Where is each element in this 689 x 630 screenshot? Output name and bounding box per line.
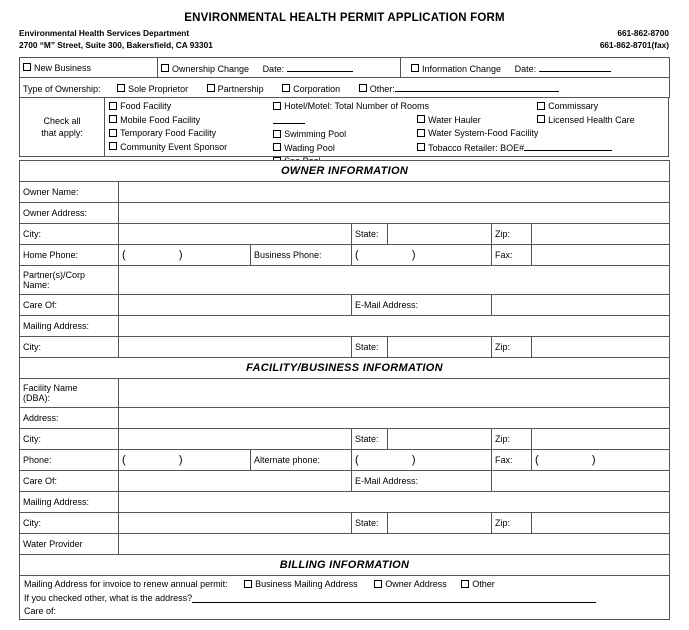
application-type-table (19, 57, 670, 98)
swimming-pool-checkbox[interactable] (273, 130, 281, 138)
facility-city2-label: City: (20, 513, 119, 534)
commissary-label: Commissary (548, 101, 599, 111)
partner-label-line2: Name: (23, 280, 50, 290)
partner-label-line1: Partner(s)/Corp (23, 269, 86, 280)
owner-city-input[interactable] (119, 224, 352, 245)
water-provider-label: Water Provider (20, 534, 119, 555)
option-licensed-health-care[interactable] (537, 114, 677, 128)
ownership-type-row (20, 78, 670, 98)
sole-proprietor-checkbox[interactable] (117, 84, 125, 92)
facility-fax-parens: ( ) (535, 454, 607, 466)
facility-name-input[interactable] (119, 379, 670, 408)
water-hauler-checkbox[interactable] (417, 115, 425, 123)
owner-care-of-input[interactable] (119, 295, 352, 316)
facility-zip-input[interactable] (532, 429, 670, 450)
department-fax: 661-862-8701(fax) (599, 39, 669, 50)
page-title: ENVIRONMENTAL HEALTH PERMIT APPLICATION FORM (184, 12, 505, 24)
billing-information-banner: BILLING INFORMATION (20, 555, 670, 576)
facility-type-grid (107, 100, 668, 154)
facility-email-input[interactable] (492, 471, 670, 492)
owner-partner-input[interactable] (119, 266, 670, 295)
facility-state-label: State: (352, 429, 388, 450)
department-phone: 661-862-8700 (617, 28, 669, 38)
owner-mailing-address-label: Mailing Address: (20, 316, 119, 337)
facility-water-provider-row (20, 534, 670, 555)
wading-pool-checkbox[interactable] (273, 143, 281, 151)
swimming-pool-label: Swimming Pool (284, 129, 347, 139)
owner-business-phone-input[interactable] (352, 245, 492, 266)
food-facility-checkbox[interactable] (109, 102, 117, 110)
community-event-sponsor-checkbox[interactable] (109, 142, 117, 150)
mobile-food-facility-label: Mobile Food Facility (120, 114, 201, 125)
commissary-checkbox[interactable] (537, 102, 545, 110)
owner-address-checkbox[interactable] (374, 580, 382, 588)
facility-careof-row (20, 471, 670, 492)
facility-city-row (20, 429, 670, 450)
corporation-checkbox[interactable] (282, 84, 290, 92)
owner-home-phone-input[interactable] (119, 245, 251, 266)
owner-information-table (19, 160, 670, 620)
billing-care-of-cell (20, 604, 670, 620)
business-mailing-address-checkbox[interactable] (244, 580, 252, 588)
facility-type-table (19, 97, 669, 157)
hotel-motel-checkbox[interactable] (273, 102, 281, 110)
corporation-label: Corporation (293, 83, 341, 94)
owner-name-input[interactable] (119, 182, 670, 203)
facility-city-input[interactable] (119, 429, 352, 450)
business-phone-parens: ( ) (355, 249, 427, 261)
ownership-date-label: Date: (262, 63, 285, 74)
other-ownership-label: Other: (369, 83, 395, 94)
owner-partner-label-cell (20, 266, 119, 295)
facility-banner-row (20, 358, 670, 379)
facility-type-row (20, 98, 669, 157)
owner-phone-row (20, 245, 670, 266)
facility-phone-row (20, 450, 670, 471)
tobacco-retailer-label: Tobacco Retailer: BOE# (428, 142, 525, 153)
page-header (0, 0, 689, 54)
owner-state-input[interactable] (388, 224, 492, 245)
facility-phone-parens: ( ) (122, 454, 194, 466)
licensed-health-care-label: Licensed Health Care (548, 114, 635, 125)
owner-city2-label: City: (20, 337, 119, 358)
facility-information-banner: FACILITY/BUSINESS INFORMATION (20, 358, 670, 379)
facility-care-of-input[interactable] (119, 471, 352, 492)
owner-mailing-address-input[interactable] (119, 316, 670, 337)
billing-banner-row (20, 555, 670, 576)
hotel-motel-label: Hotel/Motel: Total Number of Rooms (284, 101, 430, 111)
owner-zip-input[interactable] (532, 224, 670, 245)
owner-address-row (20, 203, 670, 224)
facility-name-label-cell (20, 379, 119, 408)
owner-city2-input[interactable] (119, 337, 352, 358)
facility-mailing-row (20, 492, 670, 513)
option-food-facility[interactable] (109, 100, 269, 114)
facility-address-input[interactable] (119, 408, 670, 429)
facility-alternate-phone-input[interactable] (352, 450, 492, 471)
temporary-food-facility-checkbox[interactable] (109, 129, 117, 137)
check-all-label-line2: that apply: (41, 128, 83, 138)
facility-name-row (20, 379, 670, 408)
information-change-checkbox[interactable] (411, 64, 419, 72)
billing-care-of-row (20, 604, 670, 620)
facility-phone-label: Phone: (20, 450, 119, 471)
facility-zip2-label: Zip: (492, 513, 532, 534)
option-tobacco-retailer[interactable] (417, 141, 637, 156)
facility-city2-row (20, 513, 670, 534)
facility-zip2-input[interactable] (532, 513, 670, 534)
owner-address-option-label: Owner Address (385, 579, 447, 589)
new-business-label: New Business (34, 62, 92, 73)
business-mailing-address-label: Business Mailing Address (255, 579, 358, 589)
other-ownership-input[interactable] (395, 82, 559, 92)
owner-city-row (20, 224, 670, 245)
owner-city2-row (20, 337, 670, 358)
ownership-change-label: Ownership Change (172, 63, 250, 74)
information-change-label: Information Change (422, 63, 502, 74)
header-contact-block (19, 28, 669, 54)
owner-home-phone-label: Home Phone: (20, 245, 119, 266)
owner-careof-row (20, 295, 670, 316)
mobile-food-facility-checkbox[interactable] (109, 115, 117, 123)
department-address (19, 28, 213, 51)
new-business-cell[interactable] (20, 58, 158, 78)
home-phone-parens: ( ) (122, 249, 194, 261)
billing-care-of-label: Care of: (24, 606, 57, 616)
check-all-label-line1: Check all (43, 116, 81, 126)
billing-mailing-cell (20, 576, 670, 591)
facility-fax-input[interactable] (532, 450, 670, 471)
facility-alternate-phone-label: Alternate phone: (251, 450, 352, 471)
owner-fax-label: Fax: (492, 245, 532, 266)
facility-altphone-parens: ( ) (355, 454, 427, 466)
option-community-event-sponsor[interactable] (109, 141, 269, 155)
owner-care-of-label: Care Of: (20, 295, 119, 316)
option-temporary-food-facility[interactable] (109, 127, 269, 141)
facility-phone-input[interactable] (119, 450, 251, 471)
ownership-date-input[interactable] (287, 62, 353, 72)
option-water-system-food-facility[interactable] (417, 127, 637, 141)
owner-name-row (20, 182, 670, 203)
billing-other-address-row (20, 590, 670, 604)
billing-mailing-row (20, 576, 670, 591)
owner-zip2-label: Zip: (492, 337, 532, 358)
tobacco-boe-input[interactable] (524, 141, 612, 151)
food-facility-label: Food Facility (120, 101, 172, 111)
facility-state-input[interactable] (388, 429, 492, 450)
facility-address-label: Address: (20, 408, 119, 429)
partnership-checkbox[interactable] (207, 84, 215, 92)
information-date-input[interactable] (539, 62, 611, 72)
partnership-label: Partnership (217, 83, 264, 94)
facility-name-label-line2: (DBA): (23, 393, 50, 403)
facility-care-of-label: Care Of: (20, 471, 119, 492)
sole-proprietor-label: Sole Proprietor (128, 83, 189, 94)
owner-zip-label: Zip: (492, 224, 532, 245)
facility-mailing-address-label: Mailing Address: (20, 492, 119, 513)
other-address-label: Other (472, 579, 495, 589)
facility-state2-input[interactable] (388, 513, 492, 534)
water-provider-input[interactable] (119, 534, 670, 555)
owner-state2-label: State: (352, 337, 388, 358)
information-change-cell[interactable] (401, 58, 670, 78)
department-phones (600, 28, 669, 51)
billing-other-address-cell (20, 590, 670, 604)
temporary-food-facility-label: Temporary Food Facility (120, 128, 217, 138)
owner-partner-row (20, 266, 670, 295)
ownership-change-checkbox[interactable] (161, 64, 169, 72)
owner-information-banner: OWNER INFORMATION (20, 161, 670, 182)
facility-name-label-line1: Facility Name (23, 382, 78, 393)
option-mobile-food-facility[interactable] (109, 114, 269, 128)
facility-email-label: E-Mail Address: (352, 471, 492, 492)
facility-state2-label: State: (352, 513, 388, 534)
facility-zip-label: Zip: (492, 429, 532, 450)
other-ownership-checkbox[interactable] (359, 84, 367, 92)
department-name: Environmental Health Services Department (19, 28, 190, 38)
owner-email-label: E-Mail Address: (352, 295, 492, 316)
water-system-food-facility-checkbox[interactable] (417, 129, 425, 137)
option-commissary[interactable] (537, 100, 677, 114)
information-date-label: Date: (514, 63, 537, 74)
wading-pool-label: Wading Pool (284, 142, 335, 153)
facility-type-options-cell (105, 98, 669, 157)
owner-fax-input[interactable] (532, 245, 670, 266)
owner-business-phone-label: Business Phone: (251, 245, 352, 266)
application-type-row (20, 58, 670, 78)
facility-city-label: City: (20, 429, 119, 450)
owner-state-label: State: (352, 224, 388, 245)
department-street: 2700 “M” Street, Suite 300, Bakersfield, CA 93301 (19, 39, 213, 50)
community-event-sponsor-label: Community Event Sponsor (120, 141, 228, 152)
owner-zip2-input[interactable] (532, 337, 670, 358)
owner-name-label: Owner Name: (20, 182, 119, 203)
water-hauler-label: Water Hauler (428, 114, 481, 125)
other-address-checkbox[interactable] (461, 580, 469, 588)
owner-address-input[interactable] (119, 203, 670, 224)
owner-banner-row (20, 161, 670, 182)
owner-city-label: City: (20, 224, 119, 245)
facility-address-row (20, 408, 670, 429)
check-all-label-cell (20, 98, 105, 157)
billing-other-address-input[interactable] (192, 592, 596, 603)
tobacco-retailer-checkbox[interactable] (417, 143, 425, 151)
hotel-rooms-input[interactable] (273, 114, 305, 124)
owner-mailing-row (20, 316, 670, 337)
owner-state2-input[interactable] (388, 337, 492, 358)
billing-other-question: If you checked other, what is the address? (24, 593, 193, 603)
billing-mailing-prompt: Mailing Address for invoice to renew annual permit: (24, 579, 228, 589)
facility-fax-label: Fax: (492, 450, 532, 471)
licensed-health-care-checkbox[interactable] (537, 115, 545, 123)
owner-address-label: Owner Address: (20, 203, 119, 224)
new-business-checkbox[interactable] (23, 63, 31, 71)
owner-email-input[interactable] (492, 295, 670, 316)
ownership-change-cell[interactable] (158, 58, 401, 78)
facility-city2-input[interactable] (119, 513, 352, 534)
ownership-type-cell (20, 78, 670, 98)
water-system-food-facility-label: Water System-Food Facility (428, 128, 539, 138)
ownership-type-label: Type of Ownership: (23, 83, 101, 94)
facility-mailing-address-input[interactable] (119, 492, 670, 513)
